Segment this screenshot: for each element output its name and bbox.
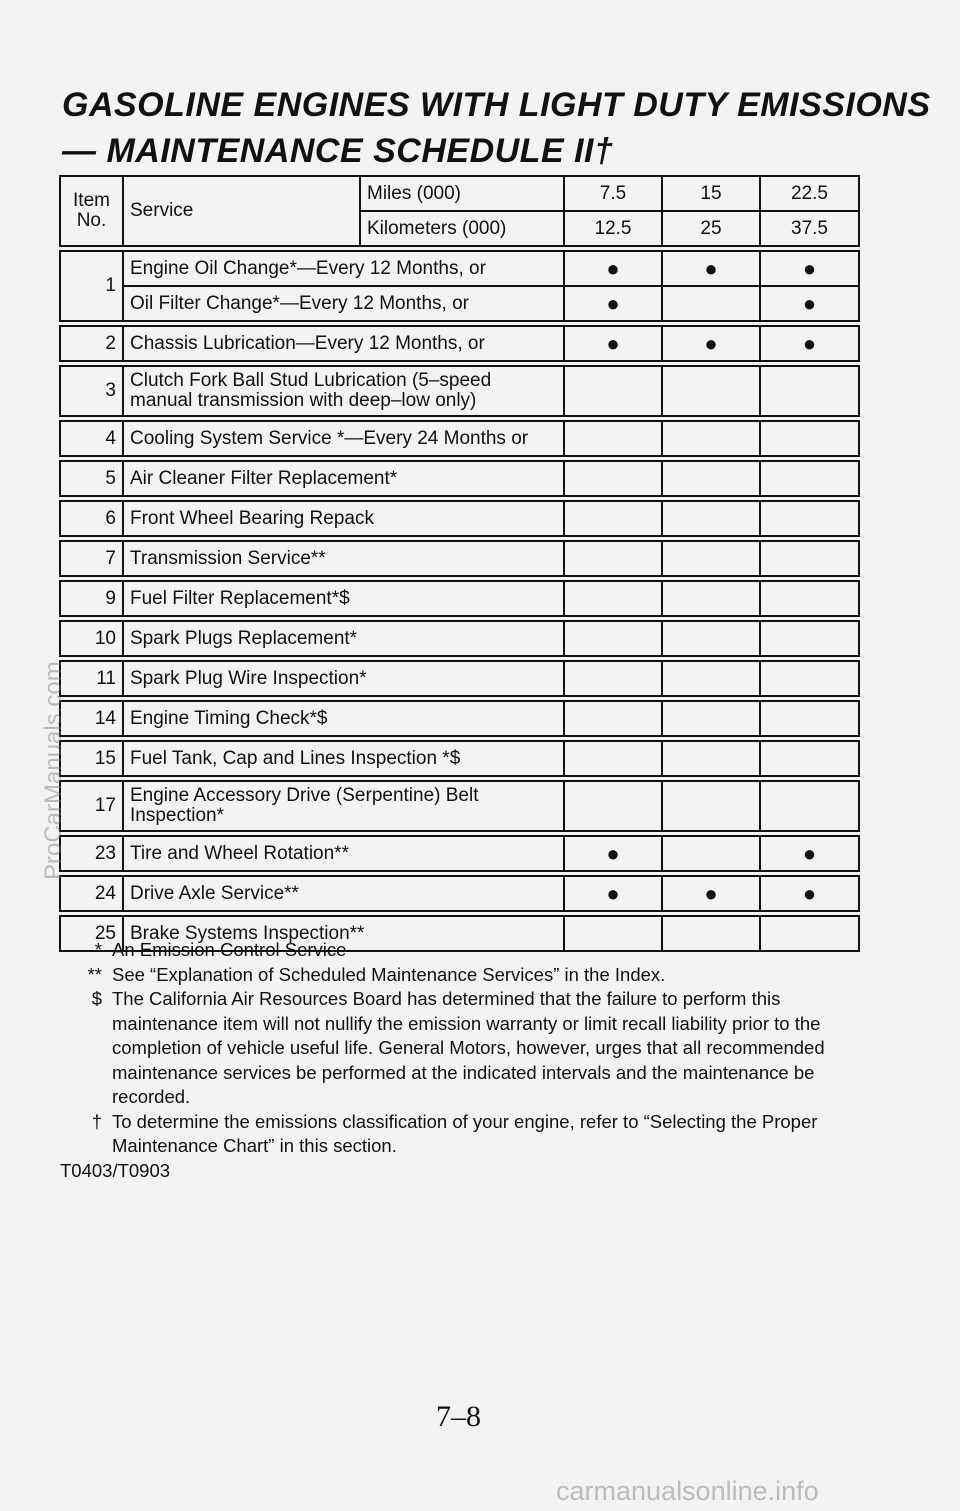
interval-cell (760, 836, 859, 871)
miles-value: 15 (662, 176, 760, 211)
interval-cell (564, 461, 662, 496)
table-row (60, 621, 859, 656)
item-number: 9 (60, 581, 123, 616)
interval-cell (662, 741, 760, 776)
interval-cell (662, 876, 760, 911)
interval-cell (564, 876, 662, 911)
interval-cell (564, 421, 662, 456)
miles-label: Miles (000) (360, 176, 564, 211)
interval-cell (564, 581, 662, 616)
footnote-mark: ** (87, 963, 102, 985)
footnote-mark: * (94, 939, 102, 960)
interval-cell (564, 501, 662, 536)
service-name: Chassis Lubrication—Every 12 Months, or (123, 326, 564, 361)
interval-cell (564, 621, 662, 656)
watermark-side: ProCarManuals.com (40, 661, 67, 880)
table-row (60, 836, 859, 871)
footnotes (60, 938, 860, 1183)
interval-cell (760, 251, 859, 286)
table-row (60, 541, 859, 576)
interval-cell (760, 501, 859, 536)
service-name: Transmission Service** (123, 541, 564, 576)
service-name: Engine Oil Change*—Every 12 Months, or (123, 251, 564, 286)
interval-cell (662, 421, 760, 456)
service-dot: ● (802, 290, 817, 316)
service-name: Brake Systems Inspection** (123, 916, 564, 951)
interval-cell (760, 621, 859, 656)
table-row (60, 421, 859, 456)
table-row (60, 581, 859, 616)
interval-cell (564, 326, 662, 361)
service-name: Clutch Fork Ball Stud Lubrication (5–speed manual transmission with deep–low only) (123, 366, 564, 416)
interval-cell (662, 366, 760, 416)
item-number: 2 (60, 326, 123, 361)
page-title-line2: — MAINTENANCE SCHEDULE II† (62, 132, 614, 170)
item-number: 14 (60, 701, 123, 736)
footnote (60, 938, 860, 963)
interval-cell (662, 326, 760, 361)
item-number: 6 (60, 501, 123, 536)
interval-cell (564, 251, 662, 286)
miles-value: 22.5 (760, 176, 859, 211)
table-row (60, 326, 859, 361)
table-row (60, 741, 859, 776)
interval-cell (760, 286, 859, 321)
km-value: 25 (662, 211, 760, 246)
interval-cell (564, 661, 662, 696)
item-number: 10 (60, 621, 123, 656)
footnote-list (60, 938, 860, 1159)
service-name: Spark Plug Wire Inspection* (123, 661, 564, 696)
interval-cell (662, 581, 760, 616)
service-dot: ● (606, 840, 620, 866)
service-dot: ● (802, 840, 817, 866)
watermark-bottom: carmanualsonline.info (556, 1476, 819, 1506)
item-number: 17 (60, 781, 123, 831)
interval-cell (760, 701, 859, 736)
footnote (60, 1110, 860, 1159)
service-dot: ● (704, 255, 718, 281)
table-row (60, 701, 859, 736)
interval-cell (564, 836, 662, 871)
interval-cell (662, 501, 760, 536)
header-row-miles (60, 176, 859, 211)
interval-cell (662, 251, 760, 286)
item-number: 23 (60, 836, 123, 871)
service-name: Front Wheel Bearing Repack (123, 501, 564, 536)
interval-cell (564, 741, 662, 776)
interval-cell (662, 701, 760, 736)
service-name: Fuel Filter Replacement*$ (123, 581, 564, 616)
service-name: Drive Axle Service** (123, 876, 564, 911)
service-dot: ● (606, 880, 620, 906)
interval-cell (662, 286, 760, 321)
maintenance-table (59, 175, 860, 952)
page-number: 7–8 (436, 1400, 481, 1433)
service-dot: ● (802, 255, 817, 281)
interval-cell (760, 461, 859, 496)
item-number: 25 (60, 916, 123, 951)
footnote-text: An Emission Control Service (112, 939, 347, 960)
service-name: Fuel Tank, Cap and Lines Inspection *$ (123, 741, 564, 776)
interval-cell (564, 781, 662, 831)
service-name: Oil Filter Change*—Every 12 Months, or (123, 286, 564, 321)
footnote (60, 963, 860, 988)
km-label: Kilometers (000) (360, 211, 564, 246)
interval-cell (662, 621, 760, 656)
item-number: 7 (60, 541, 123, 576)
service-name: Cooling System Service *—Every 24 Months or (123, 421, 564, 456)
table-row (60, 366, 859, 416)
footnote (60, 987, 860, 1110)
service-dot: ● (606, 290, 620, 316)
km-value: 37.5 (760, 211, 859, 246)
item-number: 11 (60, 661, 123, 696)
service-name: Engine Accessory Drive (Serpentine) Belt Inspection* (123, 781, 564, 831)
interval-cell (662, 541, 760, 576)
footnote-text: The California Air Resources Board has determined that the failure to perform this maintenance item will not nullify the emission warranty or limit recall liability prior to the completion of vehicle useful life. General Motors, however, urges that all recommended maintenance services be performed at the indicated intervals and the maintenance be recorded. (112, 988, 825, 1107)
footnote-text: See “Explanation of Scheduled Maintenance Services” in the Index. (112, 963, 666, 985)
table-row (60, 286, 859, 321)
interval-cell (760, 366, 859, 416)
service-dot: ● (606, 330, 620, 356)
interval-cell (760, 781, 859, 831)
km-value: 12.5 (564, 211, 662, 246)
interval-cell (760, 421, 859, 456)
table-row (60, 876, 859, 911)
miles-value: 7.5 (564, 176, 662, 211)
footnote-mark: † (91, 1110, 102, 1132)
interval-cell (760, 581, 859, 616)
interval-cell (564, 366, 662, 416)
maintenance-table-body (60, 176, 859, 951)
table-row (60, 461, 859, 496)
interval-cell (662, 461, 760, 496)
interval-cell (760, 326, 859, 361)
page-title-line1: GASOLINE ENGINES WITH LIGHT DUTY EMISSIONS (62, 86, 931, 124)
document-code: T0403/T0903 (60, 1159, 171, 1181)
interval-cell (760, 876, 859, 911)
footnote-mark: $ (91, 988, 102, 1009)
table-row (60, 251, 859, 286)
interval-cell (760, 741, 859, 776)
interval-cell (662, 661, 760, 696)
service-name: Engine Timing Check*$ (123, 701, 564, 736)
item-no-header: Item No. (60, 176, 123, 246)
table-row (60, 661, 859, 696)
item-number: 5 (60, 461, 123, 496)
interval-cell (662, 781, 760, 831)
item-number: 4 (60, 421, 123, 456)
footnote-text: To determine the emissions classification of your engine, refer to “Selecting the Proper Maintenance Chart” in this section. (112, 1110, 818, 1156)
table-row (60, 501, 859, 536)
item-number: 1 (60, 251, 123, 321)
service-dot: ● (802, 880, 817, 906)
service-dot: ● (704, 330, 718, 356)
interval-cell (564, 701, 662, 736)
service-dot: ● (606, 255, 620, 281)
interval-cell (564, 541, 662, 576)
interval-cell (662, 836, 760, 871)
service-dot: ● (704, 880, 718, 906)
service-dot: ● (802, 330, 817, 356)
interval-cell (564, 286, 662, 321)
table-row (60, 781, 859, 831)
service-name: Spark Plugs Replacement* (123, 621, 564, 656)
item-number: 15 (60, 741, 123, 776)
item-number: 3 (60, 366, 123, 416)
service-name: Air Cleaner Filter Replacement* (123, 461, 564, 496)
service-name: Tire and Wheel Rotation** (123, 836, 564, 871)
item-number: 24 (60, 876, 123, 911)
service-header: Service (123, 176, 360, 246)
interval-cell (760, 661, 859, 696)
interval-cell (760, 541, 859, 576)
